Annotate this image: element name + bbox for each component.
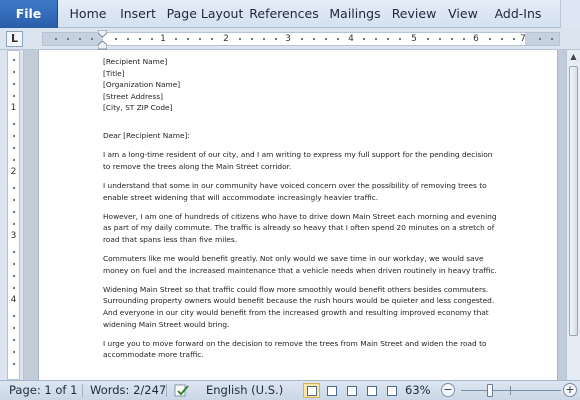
draft-view-button[interactable] bbox=[383, 383, 400, 398]
indent-marker-icon[interactable] bbox=[98, 30, 107, 50]
ruler-right-margin bbox=[525, 33, 559, 45]
city-state-zip: [City, ST ZIP Code] bbox=[103, 103, 173, 113]
tab-home[interactable]: Home bbox=[69, 6, 107, 21]
proofing-check-icon[interactable] bbox=[174, 384, 190, 398]
ribbon-overflow bbox=[560, 0, 580, 28]
document-canvas bbox=[24, 50, 566, 380]
word-count[interactable]: Words: 2/247 bbox=[90, 383, 167, 397]
web-layout-view-button[interactable] bbox=[343, 383, 360, 398]
tab-references[interactable]: References bbox=[249, 6, 319, 21]
file-tab[interactable]: File bbox=[0, 0, 58, 28]
recipient-title: [Title] bbox=[103, 68, 125, 78]
language-indicator[interactable]: English (U.S.) bbox=[206, 383, 284, 397]
zoom-slider-track[interactable] bbox=[461, 390, 561, 391]
ribbon-tab-bar bbox=[0, 0, 580, 28]
tab-page-layout[interactable]: Page Layout bbox=[166, 6, 244, 21]
full-screen-reading-view-button[interactable] bbox=[323, 383, 340, 398]
vertical-scrollbar[interactable] bbox=[566, 50, 580, 380]
zoom-slider-thumb[interactable] bbox=[487, 384, 493, 397]
tab-add-ins[interactable]: Add-Ins bbox=[494, 6, 542, 21]
letter-body[interactable] bbox=[103, 56, 498, 369]
ruler-number: 3 bbox=[285, 34, 291, 44]
salutation: Dear [Recipient Name]: bbox=[103, 130, 190, 140]
ruler-number: 4 bbox=[348, 34, 354, 44]
zoom-in-button[interactable]: + bbox=[563, 383, 577, 397]
ruler-number: 7 bbox=[520, 34, 526, 44]
ruler-left-margin bbox=[43, 33, 103, 45]
status-bar bbox=[0, 380, 580, 400]
paragraph: I understand that some in our community have voiced concern over the possibility of removing trees to enable street widening that will accommodate increasingly heavier traffic. bbox=[103, 180, 487, 202]
vruler-number: 3 bbox=[10, 231, 17, 241]
vertical-ruler[interactable] bbox=[7, 50, 20, 380]
ruler-number: 5 bbox=[411, 34, 417, 44]
paragraph: Commuters like me would benefit greatly. Not only would we save time in our workday, we would save money on fuel and the increased maintenance that a vehicle needs when driven routinely in heavy traffic. bbox=[103, 254, 497, 275]
ruler-number: 6 bbox=[473, 34, 479, 44]
organization-name: [Organization Name] bbox=[103, 80, 181, 90]
street-address: [Street Address] bbox=[103, 91, 164, 101]
ruler-bar bbox=[0, 28, 580, 50]
outline-view-button[interactable] bbox=[363, 383, 380, 398]
zoom-out-button[interactable]: − bbox=[441, 383, 455, 397]
scroll-up-icon[interactable]: ▲ bbox=[570, 52, 577, 61]
vruler-number: 1 bbox=[10, 103, 17, 113]
paragraph: I urge you to move forward on the decision to remove the trees from Main Street and widen the road to accommodate more traffic. bbox=[103, 338, 487, 360]
recipient-name: [Recipient Name] bbox=[103, 57, 168, 66]
tab-view[interactable]: View bbox=[448, 6, 478, 21]
page-count[interactable]: Page: 1 of 1 bbox=[9, 383, 78, 397]
scrollbar-thumb[interactable] bbox=[569, 66, 578, 336]
zoom-level[interactable]: 63% bbox=[405, 383, 431, 397]
print-layout-view-button[interactable] bbox=[303, 383, 320, 398]
paragraph: However, I am one of hundreds of citizens who have to drive down Main Street each morning and evening as part of my daily commute. The traffic is already so heavy that I often spend 20 minutes on a stretch of road that spans less than five miles. bbox=[103, 211, 497, 244]
document-page[interactable] bbox=[38, 50, 558, 380]
tab-review[interactable]: Review bbox=[391, 6, 437, 21]
tab-insert[interactable]: Insert bbox=[120, 6, 156, 21]
ruler-number: 2 bbox=[223, 34, 229, 44]
paragraph: I am a long-time resident of our city, and I am writing to express my full support for the pending decision to remove the trees along the Main Street corridor. bbox=[103, 150, 493, 171]
ruler-number: 1 bbox=[160, 34, 166, 44]
zoom-slider-center-mark bbox=[510, 386, 511, 395]
horizontal-ruler[interactable] bbox=[42, 32, 560, 46]
vruler-number: 2 bbox=[10, 167, 17, 177]
vruler-number: 4 bbox=[10, 295, 17, 305]
tab-stop-selector[interactable]: L bbox=[6, 31, 23, 47]
tab-mailings[interactable]: Mailings bbox=[329, 6, 381, 21]
paragraph: Widening Main Street so that traffic could flow more smoothly would benefit others besides commuters. Surrounding property owners would benefit because the rush hours would be quieter and less congested. And everyone in our city would benefit from the increased growth and resulting improved economy that widening Main Street would bring. bbox=[103, 284, 495, 329]
